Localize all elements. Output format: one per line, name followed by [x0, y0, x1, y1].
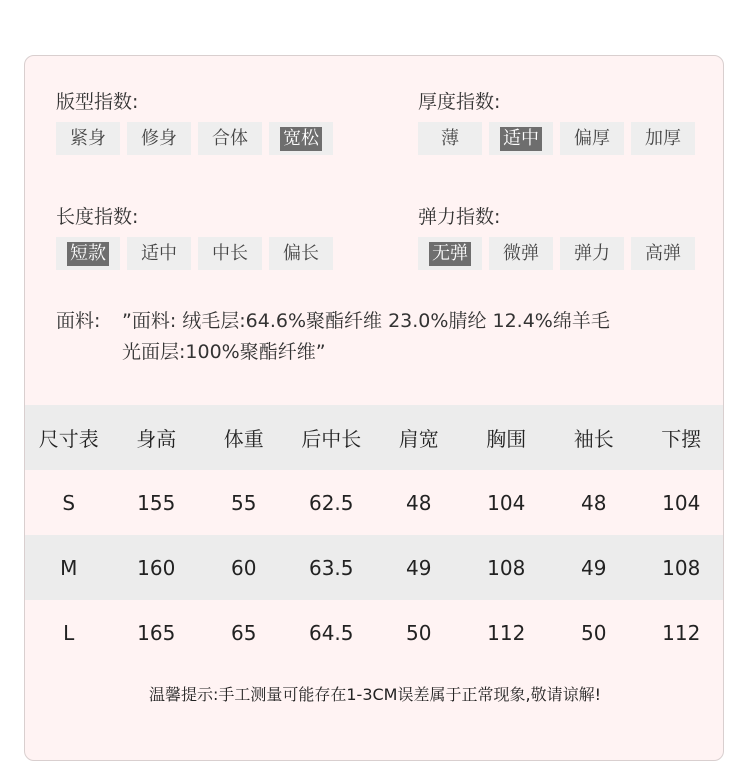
table-row	[25, 535, 724, 600]
fit-index-label: 版型指数:	[56, 91, 139, 113]
thickness-option-2	[560, 122, 624, 155]
fit-option-label: 紧身	[70, 128, 106, 149]
elasticity-option-1	[489, 237, 553, 270]
header-size: 尺寸表	[25, 405, 113, 470]
elasticity-option-label: 无弹	[429, 242, 471, 266]
table-cell: 165	[137, 620, 176, 645]
fabric-line-2: 光面层:100%聚酯纤维”	[122, 341, 326, 363]
table-cell: 63.5	[288, 535, 376, 600]
header-hem: 下摆	[638, 405, 725, 470]
table-cell: 65	[231, 620, 257, 645]
table-cell: 104	[487, 490, 526, 515]
table-cell: 62.5	[308, 490, 354, 515]
elasticity-option-2	[560, 237, 624, 270]
length-option-label: 适中	[141, 243, 177, 264]
thickness-option-label: 薄	[441, 128, 459, 149]
thickness-option-1-selected	[489, 122, 553, 155]
table-cell: 49	[375, 535, 463, 600]
length-option-3	[269, 237, 333, 270]
size-table	[25, 405, 724, 665]
length-index-options	[56, 237, 333, 270]
fit-option-label: 合体	[212, 128, 248, 149]
length-option-label: 短款	[67, 242, 109, 266]
header-weight: 体重	[200, 405, 288, 470]
elasticity-option-3	[631, 237, 695, 270]
thickness-option-label: 偏厚	[574, 128, 610, 149]
header-height: 身高	[113, 405, 201, 470]
length-option-label: 中长	[212, 243, 248, 264]
fabric-info	[56, 306, 610, 368]
table-row	[25, 470, 724, 535]
thickness-index-options	[418, 122, 695, 155]
length-index	[56, 204, 333, 270]
length-option-0-selected	[56, 237, 120, 270]
table-cell: 108	[638, 535, 725, 600]
length-option-2	[198, 237, 262, 270]
table-cell: 50	[581, 620, 607, 645]
table-cell: 50	[406, 620, 432, 645]
elasticity-index	[418, 204, 695, 270]
table-cell: 48	[406, 490, 432, 515]
table-cell: 55	[231, 490, 257, 515]
header-chest: 胸围	[463, 405, 551, 470]
fit-option-2	[198, 122, 262, 155]
table-cell: 112	[662, 620, 701, 645]
header-back-length: 后中长	[288, 405, 376, 470]
fit-option-1	[127, 122, 191, 155]
table-cell: 108	[463, 535, 551, 600]
thickness-option-0	[418, 122, 482, 155]
table-row	[25, 600, 724, 665]
fit-index	[56, 89, 333, 155]
table-cell: 60	[200, 535, 288, 600]
fit-option-label: 修身	[141, 128, 177, 149]
fabric-label: 面料:	[56, 310, 101, 332]
table-cell: S	[62, 490, 76, 515]
thickness-option-label: 加厚	[645, 128, 681, 149]
size-table-header	[25, 405, 724, 470]
table-cell: 48	[581, 490, 607, 515]
table-cell: 160	[113, 535, 201, 600]
elasticity-index-label: 弹力指数:	[418, 206, 501, 228]
length-option-1	[127, 237, 191, 270]
table-cell: 64.5	[308, 620, 354, 645]
header-sleeve: 袖长	[550, 405, 638, 470]
thickness-index	[418, 89, 695, 155]
table-cell: L	[63, 620, 75, 645]
elasticity-option-0-selected	[418, 237, 482, 270]
table-cell: M	[25, 535, 113, 600]
size-table-body	[25, 470, 724, 665]
table-cell: 155	[137, 490, 176, 515]
table-cell: 112	[487, 620, 526, 645]
header-shoulder: 肩宽	[375, 405, 463, 470]
length-index-label: 长度指数:	[56, 206, 139, 228]
fit-option-label: 宽松	[280, 127, 322, 151]
thickness-option-label: 适中	[500, 127, 542, 151]
fit-option-0	[56, 122, 120, 155]
elasticity-option-label: 微弹	[503, 243, 539, 264]
elasticity-option-label: 高弹	[645, 243, 681, 264]
table-cell: 104	[662, 490, 701, 515]
product-info-card	[24, 55, 724, 761]
measurement-tip: 温馨提示:手工测量可能存在1-3CM误差属于正常现象,敬请谅解!	[148, 685, 601, 704]
fit-option-3-selected	[269, 122, 333, 155]
elasticity-index-options	[418, 237, 695, 270]
table-cell: 49	[550, 535, 638, 600]
fit-index-options	[56, 122, 333, 155]
fabric-line-1: ”面料: 绒毛层:64.6%聚酯纤维 23.0%腈纶 12.4%绵羊毛	[122, 310, 610, 332]
thickness-index-label: 厚度指数:	[418, 91, 501, 113]
length-option-label: 偏长	[283, 243, 319, 264]
thickness-option-3	[631, 122, 695, 155]
elasticity-option-label: 弹力	[574, 243, 610, 264]
